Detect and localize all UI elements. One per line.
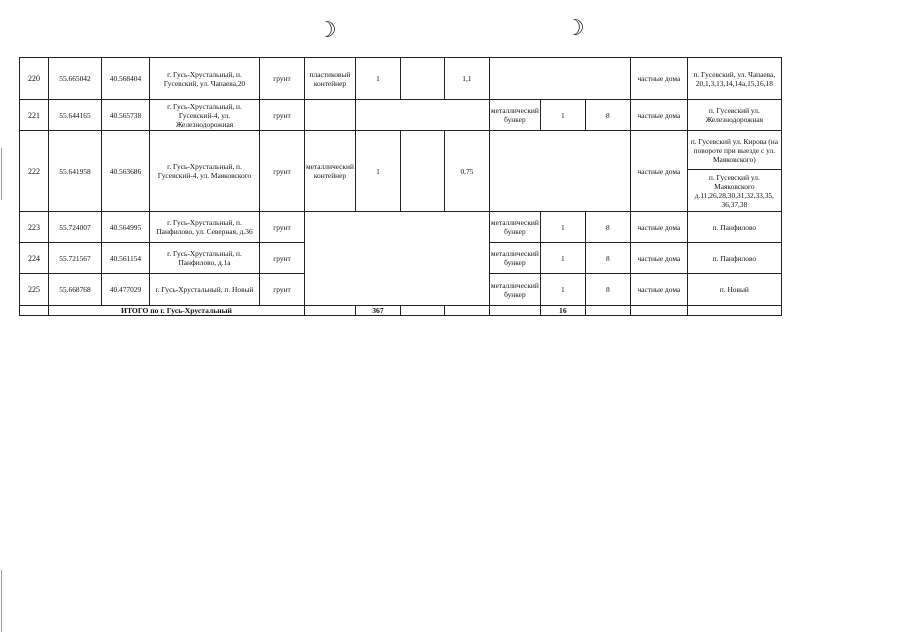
empty-cell: [630, 306, 687, 316]
total-bunkers: 16: [540, 306, 585, 316]
bunker-volume: [585, 58, 630, 100]
bunker-count: [540, 131, 585, 212]
latitude: 55.665042: [49, 58, 102, 100]
bunker-type: [489, 131, 540, 212]
empty-cell: [400, 306, 444, 316]
empty-cell: [687, 306, 781, 316]
latitude: 55.721567: [49, 243, 102, 274]
site-address: г. Гусь-Хрустальный, п. Панфилово, ул. Северная, д.36: [150, 212, 260, 243]
bunker-volume: 8: [585, 100, 630, 131]
empty-cell: [400, 58, 444, 100]
container-volume: 1,1: [444, 58, 489, 100]
empty-container-block: [305, 212, 490, 306]
site-number: 225: [20, 274, 49, 306]
waste-source: частные дома: [630, 212, 687, 243]
bunker-volume: 8: [585, 212, 630, 243]
bunker-type: металлический бункер: [489, 243, 540, 274]
site-number: 220: [20, 58, 49, 100]
scan-edge-line: [1, 148, 2, 200]
container-type: металлический контейнер: [305, 131, 356, 212]
bunker-type: металлический бункер: [489, 274, 540, 306]
waste-sites-table: [19, 57, 782, 316]
total-containers: 367: [355, 306, 400, 316]
handwritten-mark: ☽: [565, 16, 585, 41]
site-number: 221: [20, 100, 49, 131]
latitude: 55.668768: [49, 274, 102, 306]
served-objects: п. Гусевский ул. Железнодорожная: [687, 100, 781, 131]
bunker-count: 1: [540, 212, 585, 243]
surface-type: грунт: [260, 274, 305, 306]
empty-cell: [489, 306, 540, 316]
bunker-count: 1: [540, 243, 585, 274]
table-row: [20, 58, 782, 100]
scan-edge-line: [1, 570, 2, 632]
surface-type: грунт: [260, 212, 305, 243]
total-label: ИТОГО по г. Гусь-Хрустальный: [49, 306, 305, 316]
site-number: 222: [20, 131, 49, 212]
site-number: 224: [20, 243, 49, 274]
waste-source: частные дома: [630, 131, 687, 212]
waste-source: частные дома: [630, 58, 687, 100]
handwritten-mark: ☽: [317, 18, 337, 43]
bunker-volume: 8: [585, 243, 630, 274]
table-row: [20, 100, 782, 131]
longitude: 40.561154: [102, 243, 150, 274]
container-count: 1: [355, 131, 400, 212]
served-objects: п. Гусевский ул. Кирова (на повороте при выезде с ул. Маяковского): [687, 131, 781, 170]
container-type: [305, 100, 356, 131]
bunker-count: 1: [540, 274, 585, 306]
waste-source: частные дома: [630, 243, 687, 274]
served-objects: п. Гусевский ул. Маяковского д.11,26,28,30,31,32,33,35, 36,37,38: [687, 170, 781, 212]
empty-cell: [20, 306, 49, 316]
container-volume: 0,75: [444, 131, 489, 212]
bunker-count: [540, 58, 585, 100]
served-objects: п. Панфилово: [687, 243, 781, 274]
latitude: 55.724007: [49, 212, 102, 243]
container-volume: [444, 100, 489, 131]
bunker-volume: [585, 131, 630, 212]
bunker-type: металлический бункер: [489, 212, 540, 243]
bunker-type: металлический бункер: [489, 100, 540, 131]
longitude: 40.563686: [102, 131, 150, 212]
site-address: г. Гусь-Хрустальный, п. Новый: [150, 274, 260, 306]
served-objects: п. Гусевский, ул. Чапаева, 20,1,3,13,14,14а,15,16,18: [687, 58, 781, 100]
container-count: 1: [355, 58, 400, 100]
served-objects: п. Новый: [687, 274, 781, 306]
empty-cell: [400, 100, 444, 131]
site-address: г. Гусь-Хрустальный, п. Гусевский, ул. Чапаева,20: [150, 58, 260, 100]
longitude: 40.564995: [102, 212, 150, 243]
latitude: 55.644165: [49, 100, 102, 131]
empty-cell: [444, 306, 489, 316]
site-address: г. Гусь-Хрустальный, п. Гусевский-4, ул. Железнодорожная: [150, 100, 260, 131]
container-count: [355, 100, 400, 131]
latitude: 55.641958: [49, 131, 102, 212]
empty-cell: [400, 131, 444, 212]
site-number: 223: [20, 212, 49, 243]
container-type: пластиковый контейнер: [305, 58, 356, 100]
table-row: [20, 131, 782, 170]
waste-source: частные дома: [630, 100, 687, 131]
total-row: [20, 306, 782, 316]
waste-source: частные дома: [630, 274, 687, 306]
bunker-type: [489, 58, 540, 100]
bunker-count: 1: [540, 100, 585, 131]
empty-cell: [305, 306, 356, 316]
surface-type: грунт: [260, 58, 305, 100]
site-address: г. Гусь-Хрустальный, п. Панфилово, д.1а: [150, 243, 260, 274]
surface-type: грунт: [260, 100, 305, 131]
served-objects: п. Панфилово: [687, 212, 781, 243]
site-address: г. Гусь-Хрустальный, п. Гусевский-4, ул. Маяковского: [150, 131, 260, 212]
bunker-volume: 8: [585, 274, 630, 306]
surface-type: грунт: [260, 243, 305, 274]
table-row: [20, 212, 782, 243]
surface-type: грунт: [260, 131, 305, 212]
longitude: 40.565738: [102, 100, 150, 131]
longitude: 40.477029: [102, 274, 150, 306]
empty-cell: [585, 306, 630, 316]
longitude: 40.568404: [102, 58, 150, 100]
